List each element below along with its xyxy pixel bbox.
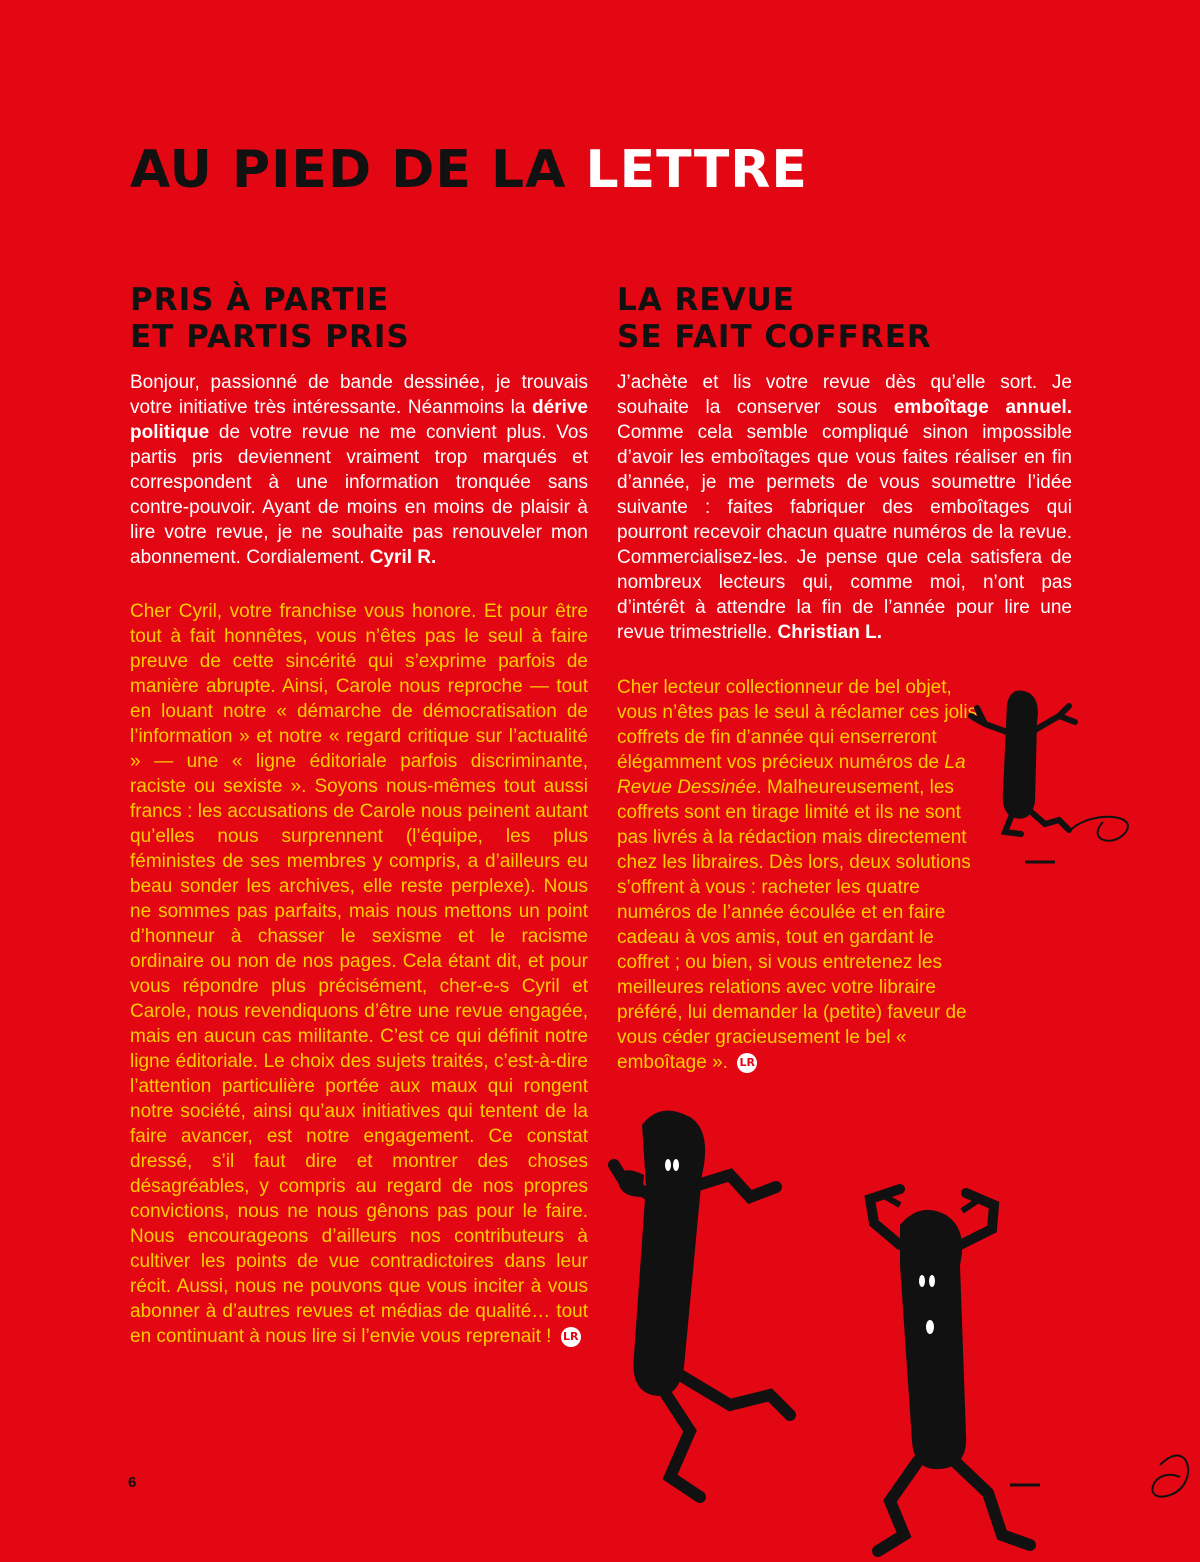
reader-letter: [617, 370, 1072, 645]
editorial-response-text-a: Cher lecteur collectionneur de bel objet, vous n’êtes pas le seul à réclamer ces jolis coffrets de fin d’année qui enserreront élégamment vos précieux numéros de: [617, 677, 978, 773]
reader-letter-text-b: Comme cela semble compliqué sinon impossible d’avoir les emboîtages que vous faites réaliser en fin d’année, je me permets de vous soumettre l’idée suivante : faites fabriquer des emboîtages qui pourront recevoir chacun quatre numéros de la revue. Commercialisez-les. Je pense que cela satisfera de nombreux lecteurs qui, comme moi, n’ont pas d’intérêt à attendre la fin de l’année pour lire une revue trimestrielle.: [617, 422, 1072, 643]
reader-letter-emphasis: emboîtage annuel.: [893, 397, 1072, 418]
page-title-part2: LETTRE: [585, 140, 808, 200]
left-heading-line2: ET PARTIS PRIS: [130, 319, 410, 355]
editorial-response: [617, 675, 987, 1075]
revue-logo-icon: LR: [561, 1327, 581, 1347]
reader-signature: Cyril R.: [369, 547, 437, 568]
left-heading: [130, 282, 588, 356]
page-title: [130, 140, 808, 200]
jumping-character-illustration: [965, 682, 1145, 872]
right-heading-line1: LA REVUE: [617, 282, 795, 318]
reader-letter-text-a: J’achète et lis votre revue dès qu’elle sort. Je souhaite la conserver sous: [617, 372, 1072, 418]
revue-logo-icon: LR: [737, 1053, 757, 1073]
magazine-name: La Revue Dessinée: [617, 752, 966, 798]
reader-letter-text-a: Bonjour, passionné de bande dessinée, je trouvais votre initiative très intéressante. Néanmoins la: [130, 372, 588, 418]
right-heading: [617, 282, 1072, 356]
reader-letter-emphasis: dérive politique: [130, 397, 588, 443]
running-characters-illustration: [600, 1105, 1200, 1562]
page-number: 6: [128, 1474, 137, 1491]
editorial-response-text-b: . Malheureusement, les coffrets sont en tirage limité et ils ne sont pas livrés à la rédaction mais directement chez les libraires. Dès lors, deux solutions s’offrent à vous : racheter les quatre numéros de l’année écoulée et en faire cadeau à vos amis, tout en gardant le coffret ; ou bien, si vous entretenez les meilleures relations avec votre libraire préféré, lui demander la (petite) faveur de vous céder gracieusement le bel « emboîtage ».: [617, 777, 971, 1073]
right-heading-line2: SE FAIT COFFRER: [617, 319, 932, 355]
page-title-part1: AU PIED DE LA: [130, 140, 586, 200]
left-heading-line1: PRIS À PARTIE: [130, 282, 390, 318]
letter-column-left: [130, 282, 588, 1349]
letter-column-right: [617, 282, 1072, 1075]
reader-signature: Christian L.: [777, 622, 883, 643]
reader-letter-text-b: de votre revue ne me convient plus. Vos partis pris deviennent vraiment trop marqués et correspondent à une information tronquée sans contre-pouvoir. Ayant de moins en moins de plaisir à lire votre revue, je ne souhaite pas renouveler mon abonnement. Cordialement.: [130, 422, 588, 568]
editorial-response-text: Cher Cyril, votre franchise vous honore. Et pour être tout à fait honnêtes, vous n’êtes pas le seul à faire preuve de cette sincérité qui s’exprime parfois de manière abrupte. Ainsi, Carole nous reproche — tout en louant notre « démarche de démocratisation de l’information » et notre « regard critique sur l’actualité » — une « ligne éditoriale parfois discriminante, raciste ou sexiste ». Soyons nous-mêmes tout aussi francs : les accusations de Carole nous peinent autant qu’elles nous surprennent (l’équipe, les plus féministes de ses membres y compris, a d’ailleurs eu beau sonder les archives, elle reste perplexe). Nous ne sommes pas parfaits, mais nous mettons un point d’honneur à chasser le sexisme et le racisme ordinaire ou non de nos pages. Cela étant dit, et pour vous répondre plus précisément, cher-e-s Cyril et Carole, nous revendiquons d’être une revue engagée, mais en aucun cas militante. C’est ce qui définit notre ligne éditoriale. Le choix des sujets traités, c’est-à-dire l’attention particulière portée aux maux qui rongent notre société, ainsi qu’aux initiatives qui tentent de la faire avancer, est notre engagement. Ce constat dressé, s’il faut dire et montrer des choses désagréables, y compris au regard de nos propres convictions, nous ne nous gênons pas pour le faire. Nous encourageons d’ailleurs nos contributeurs à cultiver les points de vue contradictoires dans leur récit. Aussi, nous ne pouvons que vous inciter à vous abonner à d’autres revues et médias de qualité… tout en continuant à nous lire si l’envie vous reprenait !: [130, 601, 588, 1347]
editorial-response: [130, 599, 588, 1349]
reader-letter: [130, 370, 588, 570]
